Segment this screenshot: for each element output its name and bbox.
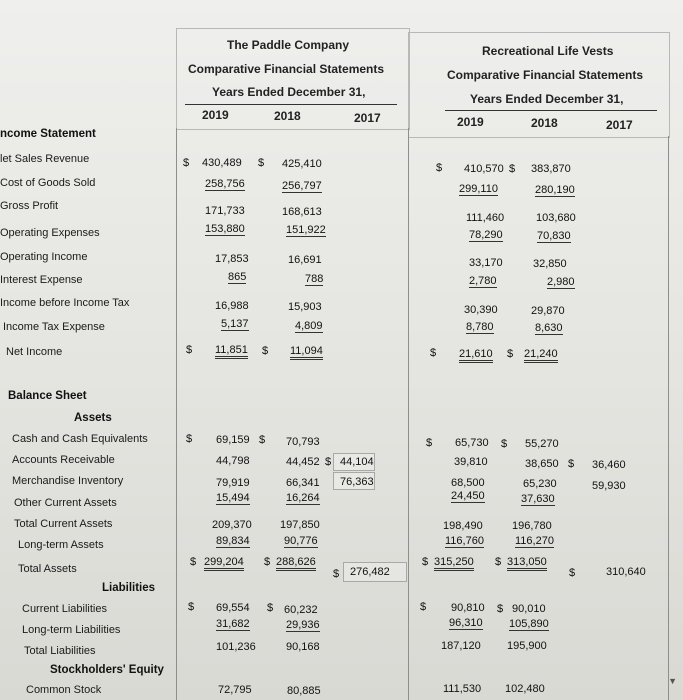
liab-right-2018-current: 90,010 [512,603,546,615]
label-merchandise-inventory: Merchandise Inventory [12,475,124,487]
label-interest-expense: Interest Expense [0,274,83,286]
left-period: Years Ended December 31, [212,85,366,99]
col-divider-3 [668,136,669,700]
bs-right-2019-ar: 39,810 [454,456,488,468]
liabilities-title: Liabilities [102,582,156,594]
right-statement-title: Comparative Financial Statements [447,68,644,82]
label-income-tax: Income Tax Expense [3,321,105,333]
label-operating-expenses: Operating Expenses [0,227,100,239]
bs-right-2018-ta-dollar: $ [495,556,502,568]
bs-right-2019-dollar: $ [426,437,433,449]
income-left-2018-ebt: 15,903 [288,301,322,313]
income-right-2018-ebt: 29,870 [531,305,565,317]
label-cogs: Cost of Goods Sold [0,177,96,189]
income-left-2019-sales: 430,489 [202,157,242,169]
right-company-name: Recreational Life Vests [482,44,614,58]
income-left-2018-gross: 168,613 [282,206,322,218]
bs-left-2018-ta: 288,626 [276,556,316,571]
income-right-2019-ebt: 30,390 [464,304,498,316]
col-divider-1 [176,128,177,700]
bs-right-2018-ar: 38,650 [525,458,559,470]
bs-left-2018-ar: 44,452 [286,456,320,468]
bs-right-2019-inventory: 68,500 [451,477,485,489]
income-left-2018-cogs: 256,797 [282,180,322,192]
bs-left-2019-ta-dollar: $ [190,556,197,568]
bs-right-2018-ar-dollar: $ [568,458,575,470]
liab-right-2019-dollar: $ [420,601,427,613]
income-left-net-dollar: $ [186,344,193,356]
equity-title: Stockholders' Equity [50,664,164,676]
left-company-name: The Paddle Company [227,38,350,52]
liab-left-2018-current: 60,232 [284,604,318,616]
income-left-2018-interest: 788 [305,273,324,285]
income-right-2019-gross: 111,460 [466,212,505,224]
bs-left-2018-ta-dollar: $ [264,556,271,568]
income-left-2018-tax: 4,809 [295,320,323,332]
income-left-2019-gross: 171,733 [205,205,245,217]
bs-right-2019-ta-dollar: $ [422,556,429,568]
bs-right-2018-other: 37,630 [521,493,555,505]
liab-left-2018-total: 90,168 [286,641,320,653]
income-left-2018-net-dollar: $ [262,345,269,357]
bs-right-2018-dollar: $ [501,438,508,450]
bs-left-2018-ar-dollar: $ [325,456,332,468]
income-right-net-dollar: $ [430,347,437,359]
bs-right-2019-ta: 315,250 [434,556,474,571]
bs-left-2018-inventory: 66,341 [286,477,320,489]
assets-title: Assets [74,412,112,424]
label-long-term-assets: Long-term Assets [18,539,104,551]
liab-right-2018-dollar: $ [497,603,504,615]
income-right-2018-net-dollar: $ [507,348,514,360]
bs-left-2019-lta: 89,834 [216,535,250,547]
bs-right-2019-tca: 198,490 [443,520,483,532]
income-right-2019-sales: 410,570 [464,163,504,175]
bs-right-2018-ta: 313,050 [507,556,547,571]
label-total-assets: Total Assets [18,563,77,575]
liab-left-2019-longterm: 31,682 [216,618,250,630]
income-left-2019-opex: 153,880 [205,223,245,235]
bs-right-2019-cash: 65,730 [455,437,489,449]
bs-left-2018-dollar: $ [259,434,266,446]
right-year-2019: 2019 [457,115,484,129]
bs-left-2017-ta: 276,482 [350,566,390,578]
income-right-2018-cogs: 280,190 [535,184,575,196]
right-year-2018: 2018 [531,116,558,130]
bs-right-2018-lta: 116,270 [515,535,554,547]
bs-left-2019-inventory: 79,919 [216,477,250,489]
bs-left-2017-ar: 44,104 [340,456,374,468]
label-total-current-assets: Total Current Assets [14,518,113,530]
liab-right-2018-longterm: 105,890 [509,618,549,630]
bs-right-2017-ta: 310,640 [606,566,646,578]
income-right-2019-cogs: 299,110 [459,183,498,195]
scroll-down-icon[interactable]: ▼ [668,676,677,686]
label-net-income: Net Income [6,346,63,358]
income-right-2018-sales: 383,870 [531,163,571,175]
income-right-2018-interest: 2,980 [547,276,575,288]
income-left-2018-net: 11,094 [290,345,323,360]
liab-left-2019-dollar: $ [188,601,195,613]
label-net-sales: let Sales Revenue [0,153,90,165]
equity-right-2018-stock: 102,480 [505,683,545,695]
income-right-2019-net: 21,610 [459,348,493,363]
income-left-2019-cogs: 258,756 [205,178,245,190]
left-year-2018: 2018 [274,109,301,123]
label-common-stock: Common Stock [26,684,102,696]
equity-left-2019-stock: 72,795 [218,684,252,696]
label-cash: Cash and Cash Equivalents [12,433,148,445]
income-right-2018-opinc: 32,850 [533,258,567,270]
liab-left-2019-current: 69,554 [216,602,250,614]
bs-left-2019-ta: 299,204 [204,556,244,571]
liab-right-2019-current: 90,810 [451,602,485,614]
equity-left-2018-stock: 80,885 [287,685,321,697]
income-left-2018-opex: 151,922 [286,224,326,236]
col-divider-2 [408,128,409,700]
income-right-dollar: $ [436,162,443,174]
bs-left-2018-lta: 90,776 [284,535,318,547]
bs-left-2019-other: 15,494 [216,492,250,504]
liab-right-2019-total: 187,120 [441,640,481,652]
bs-left-2017-ta-dollar: $ [333,568,340,580]
income-left-2019-interest: 865 [228,271,247,283]
left-statement-title: Comparative Financial Statements [188,62,385,76]
liab-right-2018-total: 195,900 [507,640,547,652]
bs-right-2019-other: 24,450 [451,490,485,502]
income-right-2018-tax: 8,630 [535,322,563,334]
income-left-2019-net: 11,851 [215,344,248,359]
label-gross-profit: Gross Profit [0,200,59,212]
income-right-2018-gross: 103,680 [536,212,576,224]
bs-left-2019-tca: 209,370 [212,519,252,531]
income-left-dollar: $ [183,157,190,169]
right-period: Years Ended December 31, [470,92,624,106]
balance-sheet-title: Balance Sheet [8,390,87,402]
equity-right-2019-stock: 111,530 [443,683,482,695]
income-statement-title: ncome Statement [0,128,96,140]
left-year-rule [185,104,397,105]
bs-left-2018-cash: 70,793 [286,436,320,448]
income-right-2019-interest: 2,780 [469,275,497,287]
bs-right-2019-lta: 116,760 [445,535,484,547]
left-year-2017: 2017 [354,111,381,125]
income-right-2018-opex: 70,830 [537,230,571,242]
label-total-liabilities: Total Liabilities [24,645,96,657]
income-right-2018-sales-dollar: $ [509,163,516,175]
left-year-2019: 2019 [202,108,229,122]
right-year-2017: 2017 [606,118,633,132]
income-left-2019-opinc: 17,853 [215,253,249,265]
bs-right-2017-ar: 36,460 [592,459,626,471]
income-left-2018-sales: 425,410 [282,158,322,170]
income-left-2019-tax: 5,137 [221,318,249,330]
income-left-2018-sales-dollar: $ [258,157,265,169]
bs-left-2019-dollar: $ [186,433,193,445]
bs-left-2019-cash: 69,159 [216,434,250,446]
label-accounts-receivable: Accounts Receivable [12,454,115,466]
label-operating-income: Operating Income [0,251,88,263]
label-other-current-assets: Other Current Assets [14,497,117,509]
income-right-2019-opex: 78,290 [469,229,503,241]
liab-left-2019-total: 101,236 [216,641,256,653]
label-long-term-liabilities: Long-term Liabilities [22,624,121,636]
label-income-before-tax: Income before Income Tax [0,297,130,309]
income-left-2018-opinc: 16,691 [288,254,322,266]
right-year-rule [445,110,657,111]
bs-left-2019-ar: 44,798 [216,455,250,467]
bs-right-2018-cash: 55,270 [525,438,559,450]
income-right-2019-opinc: 33,170 [469,257,503,269]
income-right-2019-tax: 8,780 [466,321,494,333]
liab-left-2018-longterm: 29,936 [286,619,320,631]
liab-right-2019-longterm: 96,310 [449,617,483,629]
liab-left-2018-dollar: $ [267,602,274,614]
bs-right-2017-inventory: 59,930 [592,480,626,492]
bs-left-2018-other: 16,264 [286,492,320,504]
income-right-2018-net: 21,240 [524,348,558,363]
bs-left-2018-tca: 197,850 [280,519,320,531]
bs-left-2017-inventory: 76,363 [340,476,374,488]
label-current-liabilities: Current Liabilities [22,603,107,615]
bs-right-2018-tca: 196,780 [512,520,552,532]
bs-right-2018-inventory: 65,230 [523,478,557,490]
income-left-2019-ebt: 16,988 [215,300,249,312]
bs-right-2017-ta-dollar: $ [569,567,576,579]
